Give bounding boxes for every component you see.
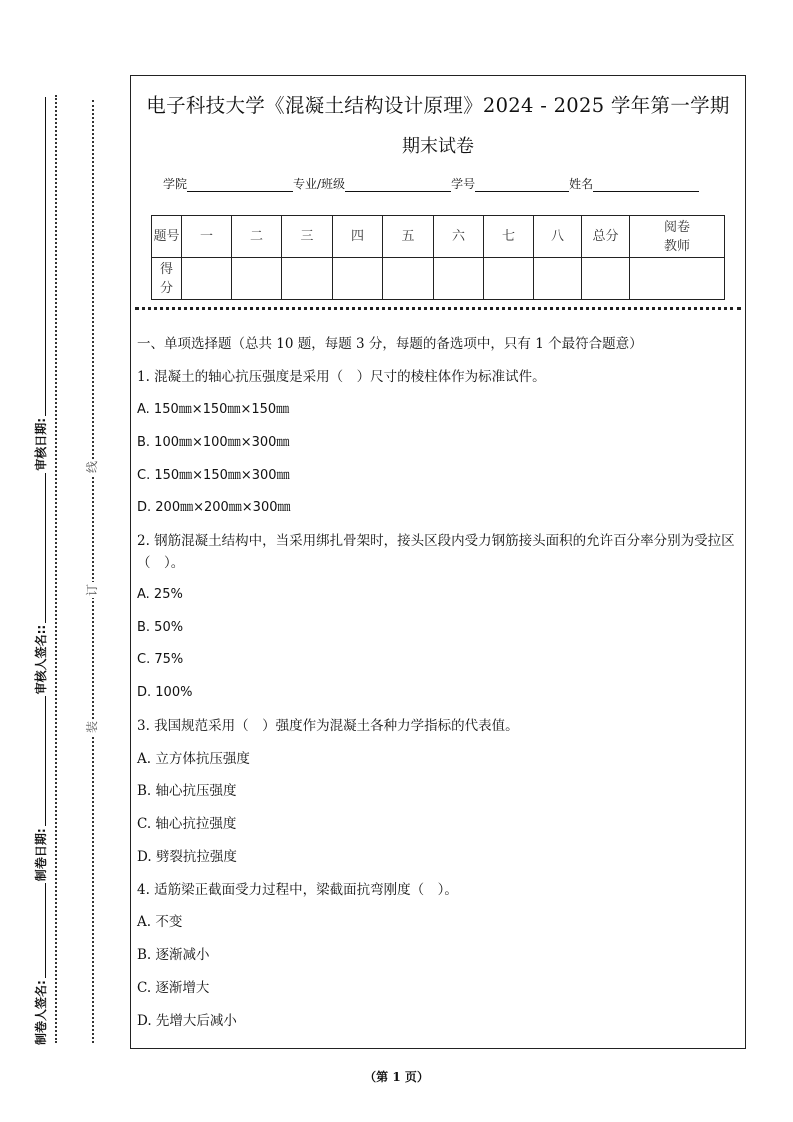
option: B. 逐渐减小 [137, 947, 210, 963]
option: B. 50% [137, 620, 184, 635]
option: D. 100% [137, 685, 193, 700]
score-cell[interactable] [434, 258, 484, 300]
signature-strip [30, 95, 50, 1045]
label-reviewer-signature: 审核人签名:: [33, 624, 48, 695]
col-5: 五 [383, 216, 434, 258]
question-1: 1. 混凝土的轴心抗压强度是采用（ ）尺寸的棱柱体作为标准试件。 [137, 369, 546, 385]
student-id-blank[interactable] [475, 179, 569, 192]
score-cell[interactable] [182, 258, 232, 300]
seal-ding: 订 [85, 583, 99, 596]
field-student-id: 学号 [451, 177, 476, 191]
seal-strip [83, 95, 103, 1045]
col-8: 八 [534, 216, 582, 258]
score-cell[interactable] [333, 258, 383, 300]
option: B. 100㎜×100㎜×300㎜ [137, 435, 290, 450]
seal-zhuang: 装 [85, 720, 99, 733]
col-2: 二 [232, 216, 282, 258]
option: A. 150㎜×150㎜×150㎜ [137, 402, 290, 417]
question-4: 4. 适筋梁正截面受力过程中，梁截面抗弯刚度（ ）。 [137, 882, 458, 898]
col-4: 四 [333, 216, 383, 258]
field-college: 学院 [163, 177, 188, 191]
label-maker-date: 制卷日期: [33, 828, 48, 882]
option: D. 先增大后减小 [137, 1013, 237, 1029]
score-cell[interactable] [232, 258, 282, 300]
seal-xian: 线 [85, 460, 99, 473]
exam-page [130, 75, 746, 1049]
score-table [151, 215, 725, 300]
score-cell[interactable] [534, 258, 582, 300]
col-3: 三 [282, 216, 333, 258]
score-cell[interactable] [582, 258, 630, 300]
option: A. 25% [137, 587, 183, 602]
header-score: 得分 [152, 258, 182, 300]
exam-subtitle: 期末试卷 [402, 136, 474, 157]
dotted-separator [135, 307, 741, 310]
option: C. 150㎜×150㎜×300㎜ [137, 468, 290, 483]
question-3: 3. 我国规范采用（ ）强度作为混凝土各种力学指标的代表值。 [137, 718, 519, 734]
option: A. 立方体抗压强度 [137, 751, 250, 767]
option: C. 逐渐增大 [137, 980, 210, 996]
col-6: 六 [434, 216, 484, 258]
header-question-no: 题号 [152, 216, 182, 258]
score-cell[interactable] [383, 258, 434, 300]
col-7: 七 [484, 216, 534, 258]
page-number: （第 1 页） [364, 1070, 429, 1084]
option: C. 轴心抗拉强度 [137, 816, 237, 832]
exam-title: 电子科技大学《混凝土结构设计原理》2024 - 2025 学年第一学期 [146, 94, 730, 117]
score-cell[interactable] [282, 258, 333, 300]
col-total: 总分 [582, 216, 630, 258]
option: B. 轴心抗压强度 [137, 783, 237, 799]
label-maker-signature: 制卷人签名: [33, 980, 48, 1045]
score-cell[interactable] [484, 258, 534, 300]
col-1: 一 [182, 216, 232, 258]
option: D. 劈裂抗拉强度 [137, 849, 237, 865]
question-2: 2. 钢筋混凝土结构中，当采用绑扎骨架时，接头区段内受力钢筋接头面积的允许百分率分别为受拉区（ ）。 [137, 533, 735, 571]
label-review-date: 审核日期: [33, 417, 48, 471]
score-cell[interactable] [630, 258, 725, 300]
college-blank[interactable] [187, 179, 293, 192]
section-heading: 一、单项选择题（总共 10 题，每题 3 分，每题的备选项中，只有 1 个最符合题意） [137, 336, 643, 352]
major-class-blank[interactable] [345, 179, 451, 192]
field-name: 姓名 [569, 177, 594, 191]
field-major-class: 专业/班级 [293, 177, 346, 191]
col-grader: 阅卷教师 [630, 216, 725, 258]
option: C. 75% [137, 652, 184, 667]
option: A. 不变 [137, 914, 183, 930]
student-info [163, 175, 699, 192]
name-blank[interactable] [593, 179, 699, 192]
option: D. 200㎜×200㎜×300㎜ [137, 500, 291, 515]
outer-dotted-line [55, 95, 57, 1043]
